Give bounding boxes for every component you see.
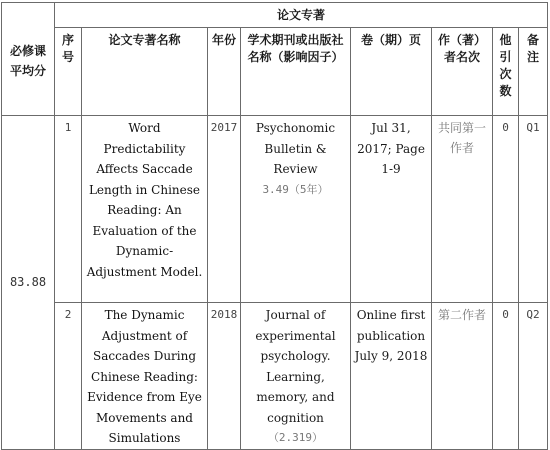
col-header-name: 论文专著名称 xyxy=(82,28,208,116)
journal-name: Journal of experimental psychology. Learning, memory, and cognition xyxy=(255,308,336,425)
impact-factor: （2.319） xyxy=(267,431,324,444)
col-header-year: 年份 xyxy=(208,28,241,116)
note: Q1 xyxy=(519,116,548,303)
header-row-columns xyxy=(2,28,548,116)
citation-count: 0 xyxy=(493,116,519,303)
paper-year: 2017 xyxy=(208,116,241,303)
paper-title: The Dynamic Adjustment of Saccades During Chinese Reading: Evidence from Eye Movements and Simulations xyxy=(82,303,208,450)
impact-factor: 3.49（5年） xyxy=(262,182,329,196)
volume-pages: Jul 31, 2017; Page 1-9 xyxy=(351,116,432,303)
note: Q2 xyxy=(519,303,548,450)
journal-cell xyxy=(241,116,351,303)
volume-pages: Online first publication July 9, 2018 xyxy=(351,303,432,450)
col-header-index: 序号 xyxy=(55,28,82,116)
journal-name: Psychonomic Bulletin & Review xyxy=(255,121,336,176)
col-header-citations: 他引次数 xyxy=(493,28,519,116)
col-header-journal: 学术期刊或出版社名称（影响因子） xyxy=(241,28,351,116)
average-score: 83.88 xyxy=(2,116,55,450)
header-row-top xyxy=(2,3,548,28)
required-avg-header: 必修课平均分 xyxy=(2,3,55,116)
citation-count: 0 xyxy=(493,303,519,450)
author-rank: 第二作者 xyxy=(432,303,493,450)
paper-year: 2018 xyxy=(208,303,241,450)
paper-title: Word Predictability Affects Saccade Length in Chinese Reading: An Evaluation of the Dynamic-Adjustment Model. xyxy=(82,116,208,303)
paper-table-container xyxy=(1,2,548,450)
table-row xyxy=(2,116,548,303)
paper-table xyxy=(1,2,548,450)
table-row xyxy=(2,303,548,450)
col-header-volume: 卷（期）页 xyxy=(351,28,432,116)
col-header-author: 作（著）者名次 xyxy=(432,28,493,116)
row-index: 1 xyxy=(55,116,82,303)
author-rank: 共同第一作者 xyxy=(432,116,493,303)
row-index: 2 xyxy=(55,303,82,450)
section-title: 论文专著 xyxy=(55,3,548,28)
journal-cell xyxy=(241,303,351,450)
col-header-note: 备注 xyxy=(519,28,548,116)
